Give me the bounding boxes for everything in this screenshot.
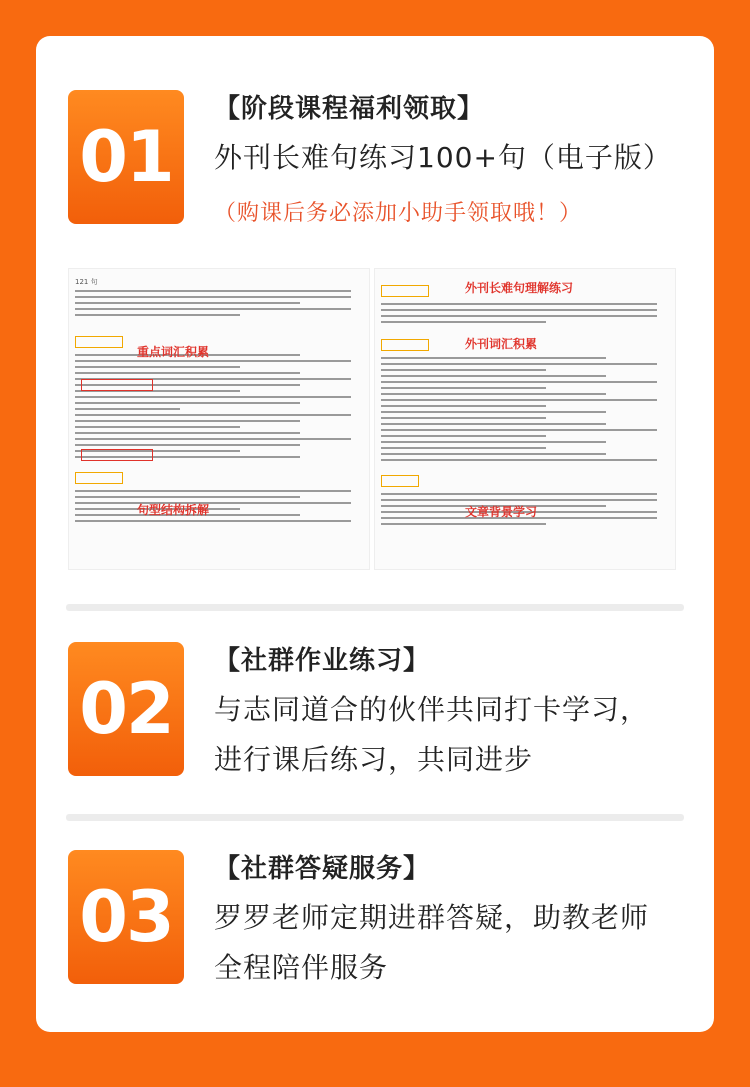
preview-highlight-2 (81, 449, 153, 461)
section-number-badge-03: 03 (68, 850, 184, 984)
preview-label-key-vocab: 重点词汇积累 (137, 345, 210, 359)
preview-label-article-background: 文章背景学习 (465, 505, 538, 519)
section-title-03: 【社群答疑服务】 (214, 854, 431, 884)
preview-left-structure-box (75, 472, 123, 484)
divider (66, 604, 684, 611)
content-card (36, 36, 714, 1032)
section-note-01: （购课后务必添加小助手领取哦！） (214, 201, 583, 226)
preview-right-background-box (381, 475, 419, 487)
preview-left-header: 121 句 (75, 278, 98, 286)
section-line-02-a: 与志同道合的伙伴共同打卡学习， (214, 693, 650, 726)
section-line-03-b: 全程陪伴服务 (214, 951, 389, 984)
preview-right-number-box (381, 285, 429, 297)
section-line-01-a: 外刊长难句练习100+句（电子版） (214, 141, 672, 174)
preview-label-sentence-practice: 外刊长难句理解练习 (465, 281, 574, 295)
preview-highlight-1 (81, 379, 153, 391)
section-line-03-a: 罗罗老师定期进群答疑，助教老师 (214, 901, 650, 934)
document-preview-right (374, 268, 676, 570)
section-number-badge-02: 02 (68, 642, 184, 776)
section-number-badge-01: 01 (68, 90, 184, 224)
section-title-01: 【阶段课程福利领取】 (214, 94, 485, 124)
preview-left-vocab-box (75, 336, 123, 348)
preview-right-vocab-box (381, 339, 429, 351)
document-preview-left (68, 268, 370, 570)
divider (66, 814, 684, 821)
section-line-02-b: 进行课后练习，共同进步 (214, 743, 534, 776)
section-title-02: 【社群作业练习】 (214, 646, 431, 676)
preview-label-journal-vocab: 外刊词汇积累 (465, 337, 538, 351)
preview-label-sentence-structure: 句型结构拆解 (137, 503, 210, 517)
